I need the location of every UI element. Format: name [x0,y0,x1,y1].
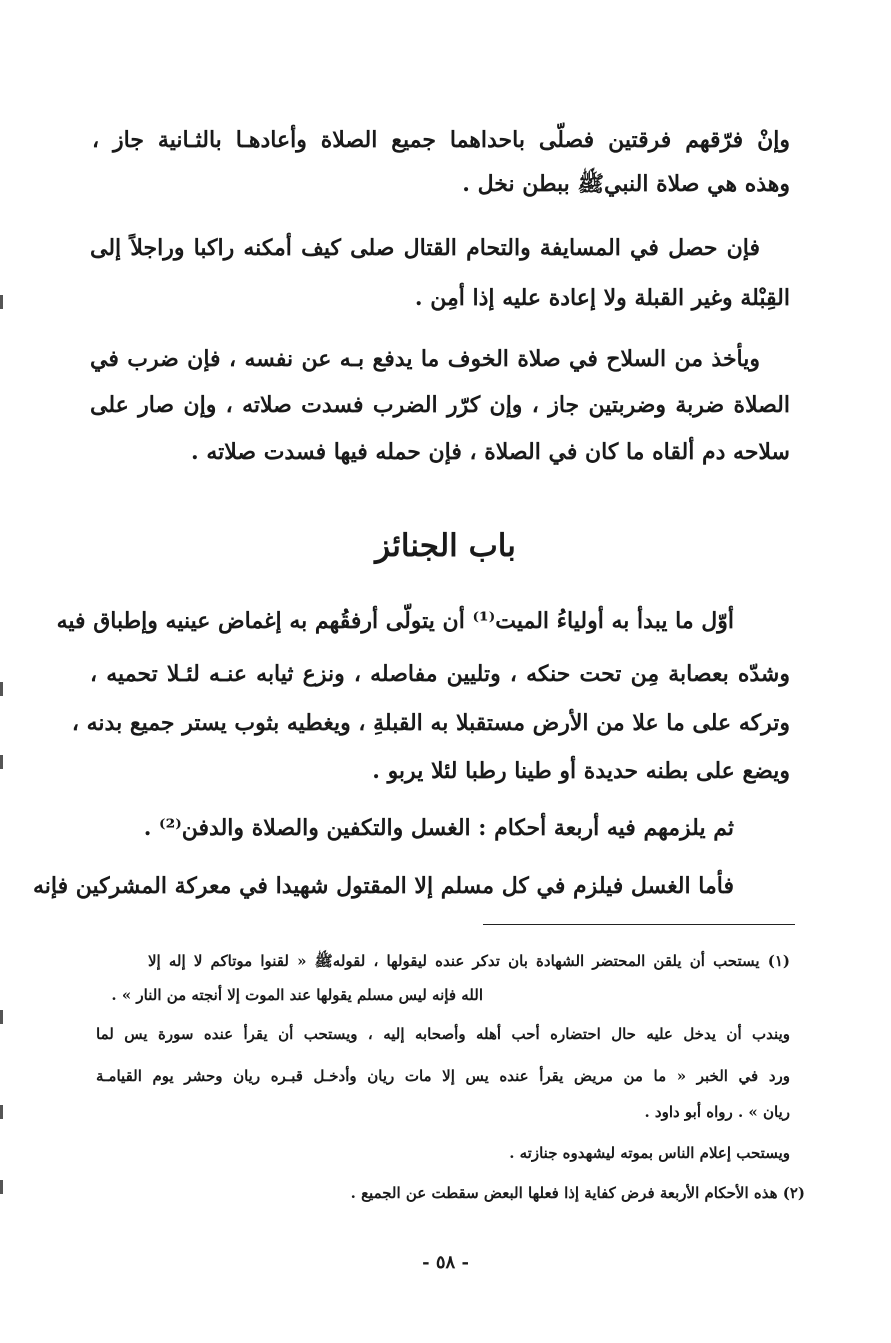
footnote-line: ويندب أن يدخل عليه حال احتضاره أحب أهله وأصحابه إليه ، ويستحب أن يقرأ عنده سورة يس لما [96,1025,790,1043]
body-line: فأما الغسل فيلزم في كل مسلم إلا المقتول شهيدا في معركة المشركين فإنه [33,873,734,899]
body-line: وتركه على ما علا من الأرض مستقبلا به القبلةِ ، ويغطيه بثوب يستر جميع بدنه ، [71,710,790,736]
body-line: ويضع على بطنه حديدة أو طينا رطبا لئلا يربو . [372,758,790,784]
footnote-line: ويستحب إعلام الناس بموته ليشهدوه جنازته . [509,1144,790,1162]
footnote-line: (١) يستحب أن يلقن المحتضر الشهادة بان تدكر عنده ليقولها ، لقولهﷺ « لقنوا موتاكم لا إله إلا [148,952,790,970]
body-line: الصلاة ضربة وضربتين جاز ، وإن كرّر الضرب فسدت صلاته ، وإن صار على [90,392,790,418]
body-line: ثم يلزمهم فيه أربعة أحكام : الغسل والتكفين والصلاة والدفن⁽²⁾ . [143,815,734,841]
page-number: - ٥٨ - [422,1252,469,1273]
body-line: القِبْلة وغير القبلة ولا إعادة عليه إذا أمِن . [414,285,790,311]
scan-edge-mark [0,1105,3,1119]
body-line: وهذه هي صلاة النبيﷺ ببطن نخل . [462,171,790,197]
footnote-line: الله فإنه ليس مسلم يقولها عند الموت إلا أنجته من النار » . [111,986,483,1004]
footnote-line: ورد في الخبر « ما من مريض يقرأ عنده يس إلا مات ريان وأدخـل قبـره ريان وحشر يوم القيامـة [96,1067,790,1085]
scan-edge-mark [0,682,3,696]
body-line: وإنْ فرّقهم فرقتين فصلّى باحداهما جميع الصلاة وأعادهـا بالثـانية جاز ، [92,127,790,153]
chapter-heading: باب الجنائز [375,528,516,564]
body-line: فإن حصل في المسايفة والتحام القتال صلى كيف أمكنه راكبا وراجلاً إلى [90,235,760,261]
body-line: ويأخذ من السلاح في صلاة الخوف ما يدفع بـه عن نفسه ، فإن ضرب في [90,346,760,372]
scan-edge-mark [0,755,3,769]
body-line: وشدّه بعصابة مِن تحت حنكه ، وتليين مفاصله ، ونزع ثيابه عنـه لئـلا تحميه ، [90,661,790,687]
scan-edge-mark [0,295,3,309]
scan-edge-mark [0,1010,3,1024]
body-line: سلاحه دم ألقاه ما كان في الصلاة ، فإن حمله فيها فسدت صلاته . [191,439,790,465]
footnote-line: (٢) هذه الأحكام الأربعة فرض كفاية إذا فعلها البعض سقطت عن الجميع . [350,1184,805,1202]
body-line: أوّل ما يبدأ به أولياءُ الميت⁽¹⁾ أن يتولّى أرفقُهم به إغماض عينيه وإطباق فيه [56,608,734,634]
scan-edge-mark [0,1180,3,1194]
footnote-line: ريان » . رواه أبو داود . [644,1103,790,1121]
footnote-separator [483,924,795,925]
